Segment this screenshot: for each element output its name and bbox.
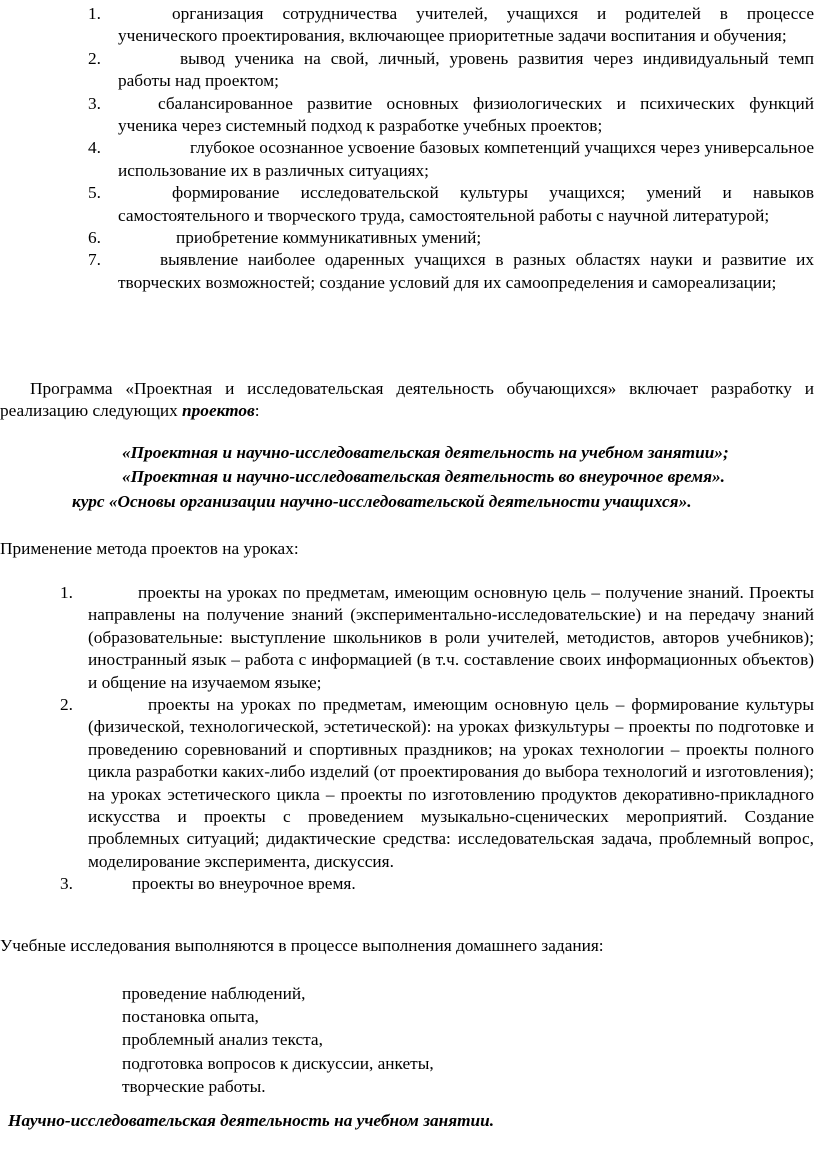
list-item [60, 694, 815, 873]
list-item-lead: формирование исследовательской культуры учащихся; умений и навыков [172, 183, 814, 203]
list-item-text: их творческих возможностей; создание условий для их самоопределения и самореализации; [118, 250, 814, 292]
list-item: постановка опыта, [122, 1007, 259, 1027]
list-item [88, 227, 814, 249]
methods-heading: Применение метода проектов на уроках: [0, 539, 299, 558]
list-item-lead: глубокое осознанное усвоение базовых компетенций учащихся через [190, 138, 700, 158]
list-item-lead: выявление наиболее одаренных учащихся в разных областях науки и развитие [160, 250, 787, 270]
list-item-text: культуры (физической, технологической, эстетической): на уроках физкультуры – проекты по подготовке и проведению соревнований и спортивных праздников; на уроках технологии – проекты полного цикла разработки каких-либо изделий (от проектирования до выбора технологий и изготовления); на уроках эстетического цикла – проекты по изготовлению продуктов декоративно-прикладного искусства и проекты с проведением музыкально-сценических мероприятий. Создание проблемных ситуаций; дидактические средства: исследовательская задача, проблемный вопрос, моделирование эксперимента, дискуссия. [88, 695, 815, 871]
homework-task-list [122, 982, 434, 1098]
list-item-lead: проекты на уроках по предметам, имеющим основную цель – формирование [148, 695, 739, 715]
list-item [88, 249, 814, 294]
homework-heading: Учебные исследования выполняются в процессе выполнения домашнего задания: [0, 936, 604, 955]
goals-list [88, 3, 815, 294]
list-item [60, 873, 814, 895]
list-item [88, 182, 814, 227]
list-item-lead: организация сотрудничества учителей, учащихся и родителей в процессе [172, 4, 814, 23]
list-number: 5. [88, 183, 101, 203]
list-item-lead: сбалансированное развитие основных физиологических и психических функций [158, 93, 814, 113]
list-item: творческие работы. [122, 1076, 266, 1096]
project-title: «Проектная и научно-исследовательская деятельность во внеурочное время». [122, 467, 725, 486]
program-end: : [254, 401, 260, 421]
list-item-lead: вывод ученика на свой, личный, уровень развития через индивидуальный [180, 48, 769, 68]
project-title: «Проектная и научно-исследовательская деятельность на учебном занятии»; [122, 443, 729, 462]
list-item [88, 48, 815, 93]
list-item-text: Проекты направлены на получение знаний (экспериментально-исследовательские) и на передачу знаний (образовательные: выступление школьников в роли учителей, методистов, авторов учебников); иностранный язык – работа с информацией (в т.ч. составление своих информационных объектов) и общение на изучаемом языке; [88, 583, 814, 692]
list-number: 3. [60, 874, 73, 894]
list-item [88, 3, 814, 48]
list-item-text: ученического проектирования, включающее приоритетные задачи воспитания и обучения; [118, 26, 787, 46]
list-item: проблемный анализ текста, [122, 1030, 323, 1050]
list-item-lead: приобретение коммуникативных умений; [176, 228, 482, 248]
section-heading: Научно-исследовательская деятельность на учебном занятии. [8, 1111, 495, 1130]
project-title: курс «Основы организации научно-исследовательской деятельности учащихся». [72, 492, 692, 511]
list-item: подготовка вопросов к дискуссии, анкеты, [122, 1053, 434, 1073]
list-number: 2. [88, 48, 101, 68]
list-number: 2. [60, 695, 73, 715]
program-text: Программа «Проектная и исследовательская деятельность обучающихся» включает разработку и реализацию следующих [0, 379, 814, 421]
list-number: 6. [88, 228, 101, 248]
list-item-lead: проекты во внеурочное время. [132, 874, 356, 894]
list-item [88, 137, 814, 182]
list-item [88, 93, 814, 138]
list-item-lead: проекты на уроках по предметам, имеющим основную цель – получение знаний. [138, 583, 744, 602]
list-item: проведение наблюдений, [122, 984, 306, 1003]
list-item-text: универсальное использование их в различных ситуациях; [118, 138, 814, 180]
list-number: 3. [88, 93, 101, 113]
methods-list [60, 582, 815, 896]
program-emphasis: проектов [182, 401, 255, 421]
list-number: 4. [88, 138, 101, 158]
list-number: 1. [88, 4, 101, 23]
list-item [60, 582, 814, 694]
program-paragraph [0, 378, 814, 423]
list-item-text: самостоятельного и творческого труда, самостоятельной работы с научной литературой; [118, 205, 770, 225]
list-number: 1. [60, 583, 73, 602]
list-item-text: ученика через системный подход к разработке учебных проектов; [118, 116, 603, 136]
list-number: 7. [88, 250, 101, 270]
list-item-text: темп работы над проектом; [118, 48, 815, 91]
